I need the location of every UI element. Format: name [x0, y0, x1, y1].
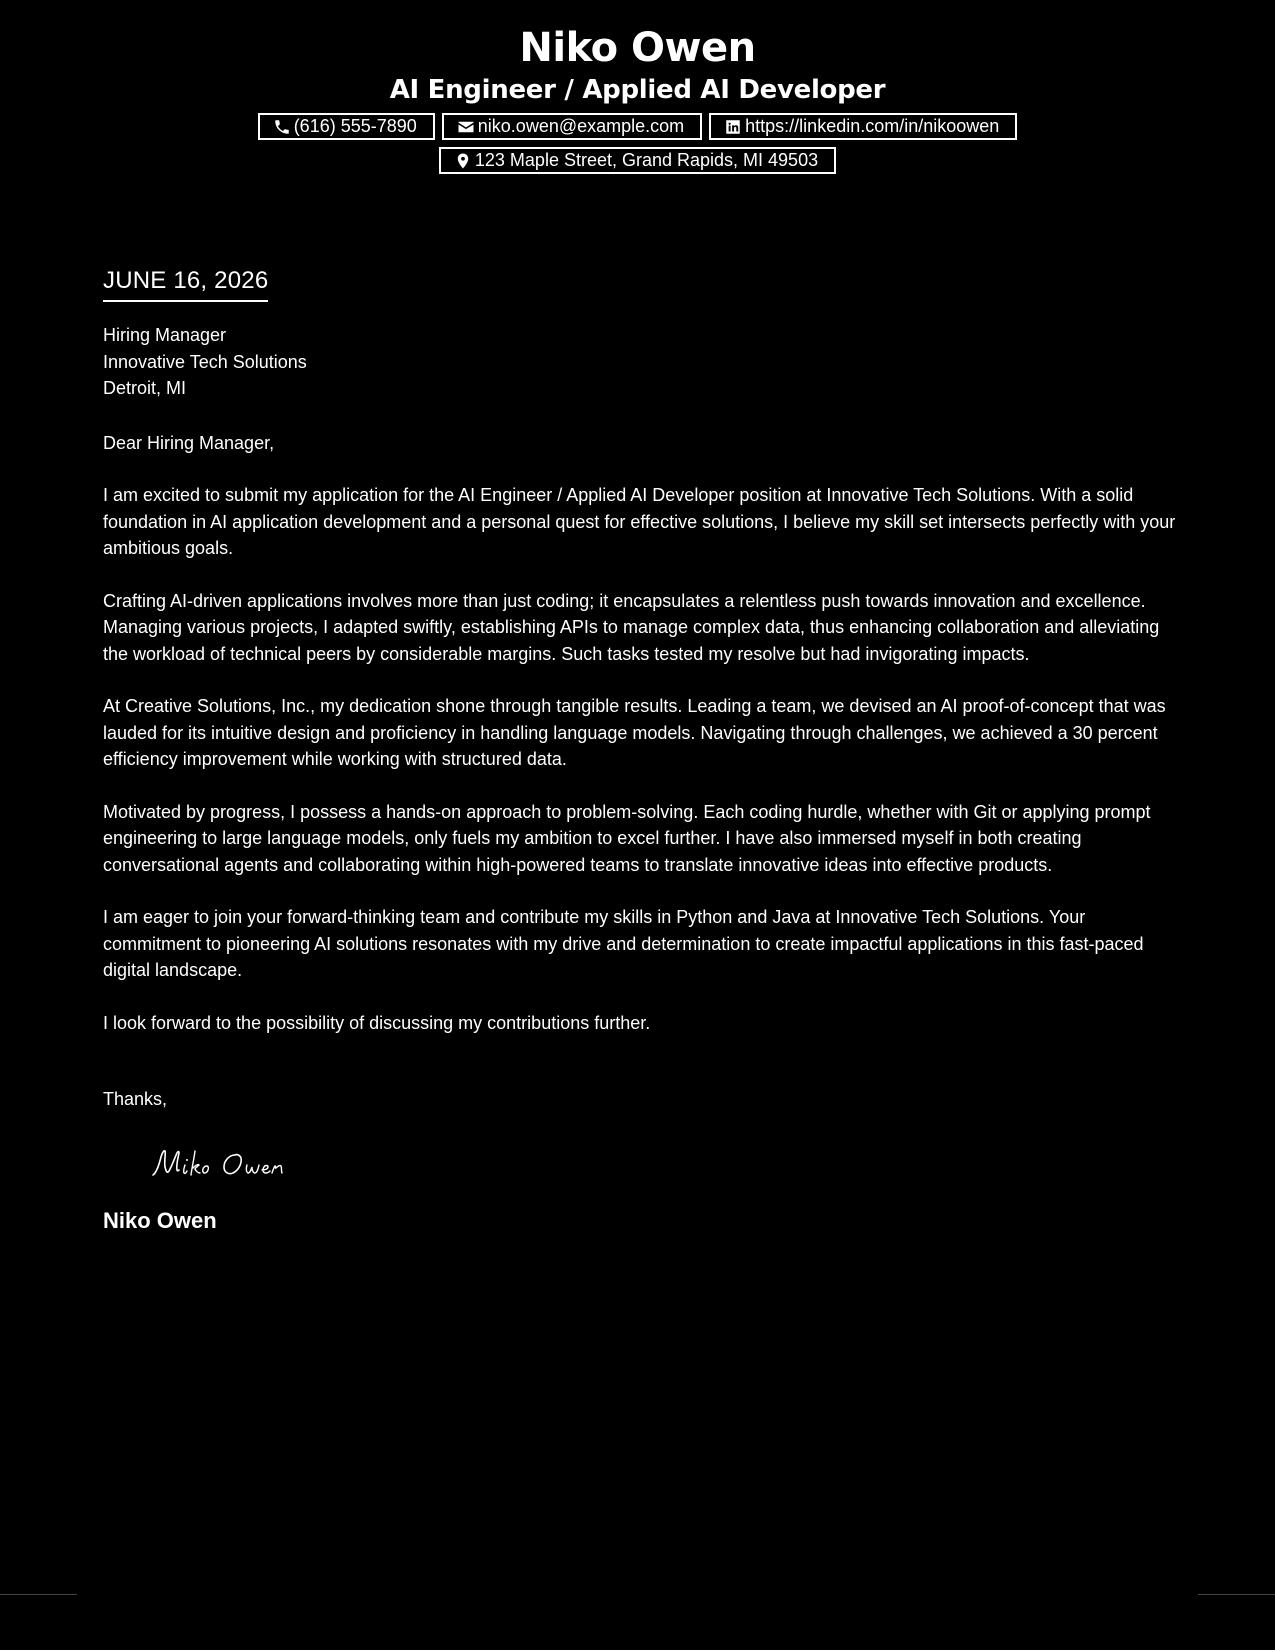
body-paragraph-6: I look forward to the possibility of discussing my contributions further. — [103, 1012, 651, 1033]
linkedin-chip[interactable] — [709, 113, 1017, 140]
recipient-location: Detroit, MI — [103, 378, 187, 398]
letterhead — [0, 22, 1275, 174]
recipient-company: Innovative Tech Solutions — [103, 351, 307, 372]
linkedin-text: https://linkedin.com/in/nikoowen — [745, 116, 1000, 136]
phone-icon — [273, 118, 291, 136]
applicant-title: AI Engineer / Applied AI Developer — [389, 75, 886, 105]
body-paragraph-4: Motivated by progress, I possess a hands-on approach to problem-solving. Each coding hurdle, whether with Git or applying prompt engineering to large language models, only fuels my ambition to excel further. I have also immersed myself in both creating conversational agents and collaborating within high-powered teams to translate innovative ideas into effective products. — [103, 801, 1151, 875]
signer-name: Niko Owen — [103, 1207, 217, 1233]
map-pin-icon — [454, 152, 472, 170]
body-paragraph-1: I am excited to submit my application for the AI Engineer / Applied AI Developer position at Innovative Tech Solutions. With a solid foundation in AI application development and a personal quest for effective solutions, I believe my skill set intersects perfectly with your ambitious goals. — [103, 485, 1176, 558]
footer-rule-left — [0, 1594, 77, 1595]
contact-row-primary — [0, 113, 1275, 140]
body-paragraph-5: I am eager to join your forward-thinking team and contribute my skills in Python and Java at Innovative Tech Solutions. Your commitment to pioneering AI solutions resonates with my drive and determination to create impactful applications in this fast-paced digital landscape. — [103, 907, 1144, 980]
letter-date: JUNE 16, 2026 — [103, 266, 268, 302]
handwritten-signature — [149, 1141, 324, 1189]
recipient-block — [103, 322, 1178, 402]
recipient-name: Hiring Manager — [103, 325, 227, 345]
phone-text: (616) 555-7890 — [293, 116, 417, 136]
envelope-icon — [457, 118, 475, 136]
contact-row-secondary — [0, 147, 1275, 174]
body-paragraph-3: At Creative Solutions, Inc., my dedication shone through tangible results. Leading a team, we devised an AI proof-of-concept that was lauded for its intuitive design and proficiency in handling language models. Navigating through challenges, we achieved a 30 percent efficiency improvement while working with structured data. — [103, 696, 1166, 769]
email-text: niko.owen@example.com — [477, 116, 685, 136]
linkedin-icon — [724, 118, 742, 136]
letter-body — [103, 266, 1178, 1235]
salutation: Dear Hiring Manager, — [103, 432, 275, 453]
closing: Thanks, — [103, 1089, 168, 1109]
address-text: 123 Maple Street, Grand Rapids, MI 49503 — [474, 150, 819, 170]
email-chip[interactable] — [442, 113, 702, 140]
address-chip[interactable] — [439, 147, 836, 174]
footer-rule-right — [1198, 1594, 1275, 1595]
body-paragraph-2: Crafting AI-driven applications involves more than just coding; it encapsulates a relentless push towards innovation and excellence. Managing various projects, I adapted swiftly, establishing APIs to manage complex data, thus enhancing collaboration and alleviating the workload of technical peers by considerable margins. Such tasks tested my resolve but had invigorating impacts. — [103, 590, 1160, 664]
applicant-name: Niko Owen — [519, 25, 756, 71]
phone-chip[interactable] — [258, 113, 435, 140]
